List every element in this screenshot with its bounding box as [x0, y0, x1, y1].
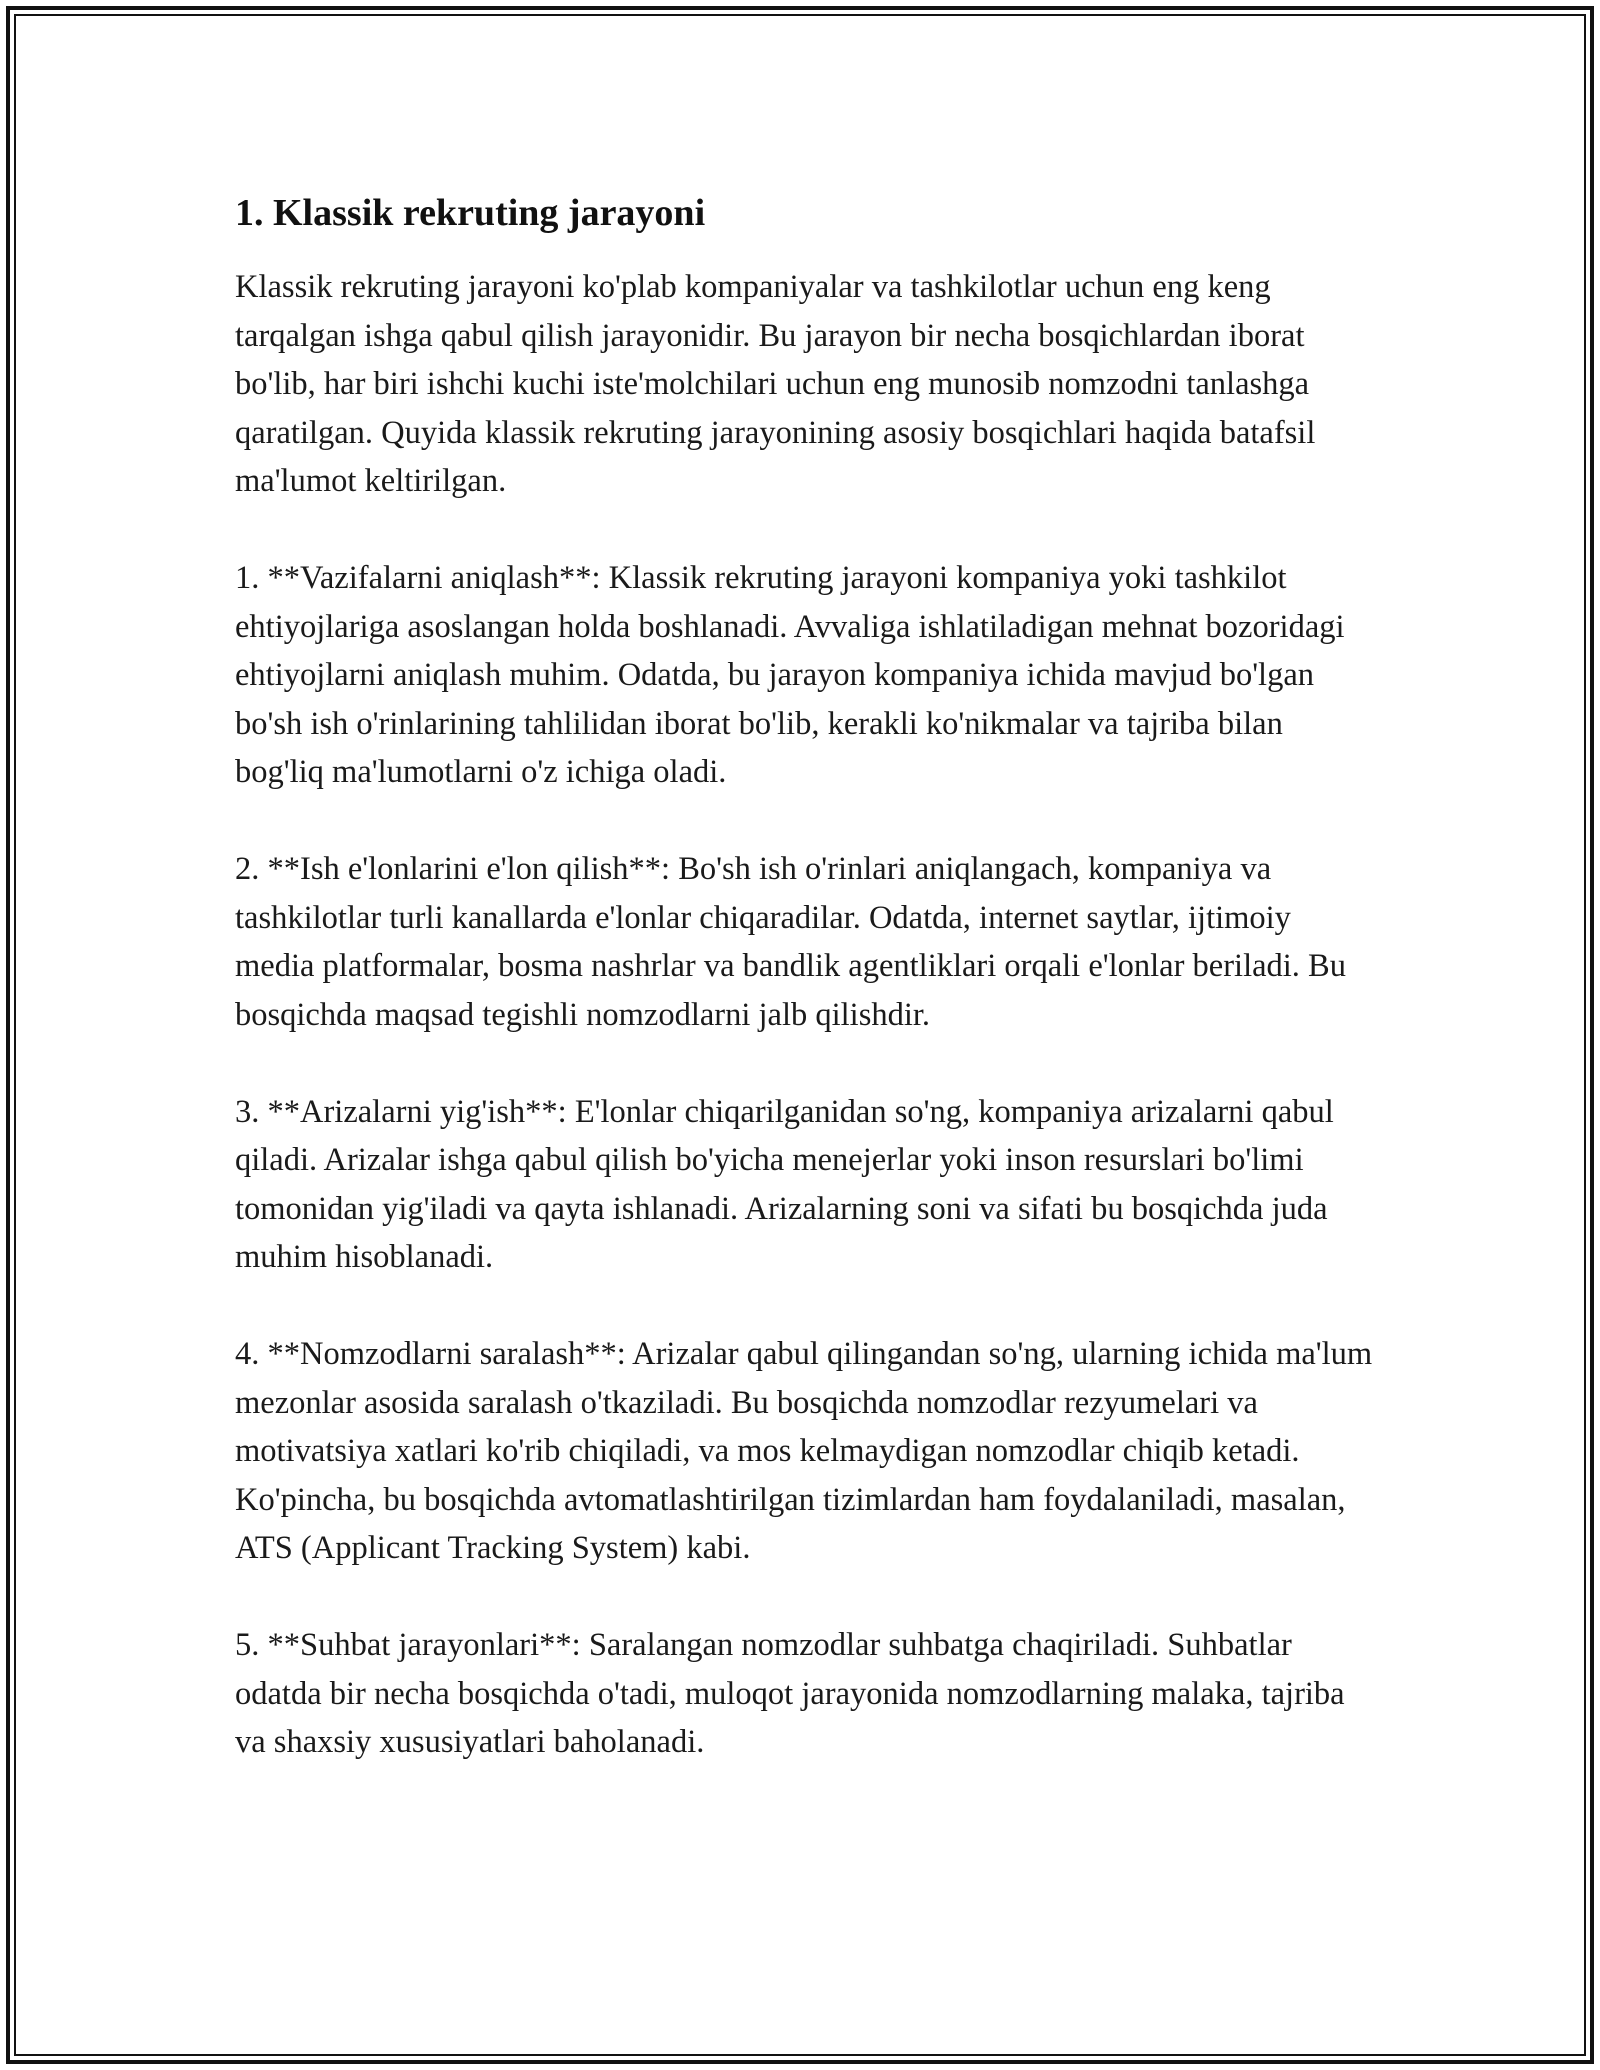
intro-paragraph: Klassik rekruting jarayoni ko'plab kompaniyalar va tashkilotlar uchun eng keng tarqalgan ishga qabul qilish jarayonidir. Bu jarayon bir necha bosqichlardan iborat bo'lib, har biri ishchi kuchi iste'molchilari uchun eng munosib nomzodni tanlashga qaratilgan. Quyida klassik rekruting jarayonining asosiy bosqichlari haqida batafsil ma'lumot keltirilgan.: [235, 269, 1316, 499]
step-3-paragraph: 3. **Arizalarni yig'ish**: E'lonlar chiqarilganidan so'ng, kompaniya arizalarni qabul qiladi. Arizalar ishga qabul qilish bo'yicha menejerlar yoki inson resurslari bo'limi tomonidan yig'iladi va qayta ishlanadi. Arizalarning soni va sifati bu bosqichda juda muhim hisoblanadi.: [235, 1093, 1334, 1275]
step-5-paragraph: 5. **Suhbat jarayonlari**: Saralangan nomzodlar suhbatga chaqiriladi. Suhbatlar odatda bir necha bosqichda o'tadi, muloqot jarayonida nomzodlarning malaka, tajriba va shaxsiy xususiyatlari baholanadi.: [235, 1627, 1345, 1760]
step-2-paragraph: 2. **Ish e'lonlarini e'lon qilish**: Bo'sh ish o'rinlari aniqlangach, kompaniya va tashkilotlar turli kanallarda e'lonlar chiqaradilar. Odatda, internet saytlar, ijtimoiy media platformalar, bosma nashrlar va bandlik agentliklari orqali e'lonlar beriladi. Bu bosqichda maqsad tegishli nomzodlarni jalb qilishdir.: [235, 851, 1346, 1033]
step-4-paragraph: 4. **Nomzodlarni saralash**: Arizalar qabul qilingandan so'ng, ularning ichida ma'lum mezonlar asosida saralash o'tkaziladi. Bu bosqichda nomzodlar rezyumelari va motivatsiya xatlari ko'rib chiqiladi, va mos kelmaydigan nomzodlar chiqib ketadi. Ko'pincha, bu bosqichda avtomatlashtirilgan tizimlardan ham foydalaniladi, masalan, ATS (Applicant Tracking System) kabi.: [235, 1336, 1373, 1566]
document-body: [235, 180, 1375, 1815]
step-1-paragraph: 1. **Vazifalarni aniqlash**: Klassik rekruting jarayoni kompaniya yoki tashkilot ehtiyojlariga asoslangan holda boshlanadi. Avvaliga ishlatiladigan mehnat bozoridagi ehtiyojlarni aniqlash muhim. Odatda, bu jarayon kompaniya ichida mavjud bo'lgan bo'sh ish o'rinlarining tahlilidan iborat bo'lib, kerakli ko'nikmalar va tajriba bilan bog'liq ma'lumotlarni o'z ichiga oladi.: [235, 560, 1345, 790]
section-heading: 1. Klassik rekruting jarayoni: [235, 192, 706, 234]
